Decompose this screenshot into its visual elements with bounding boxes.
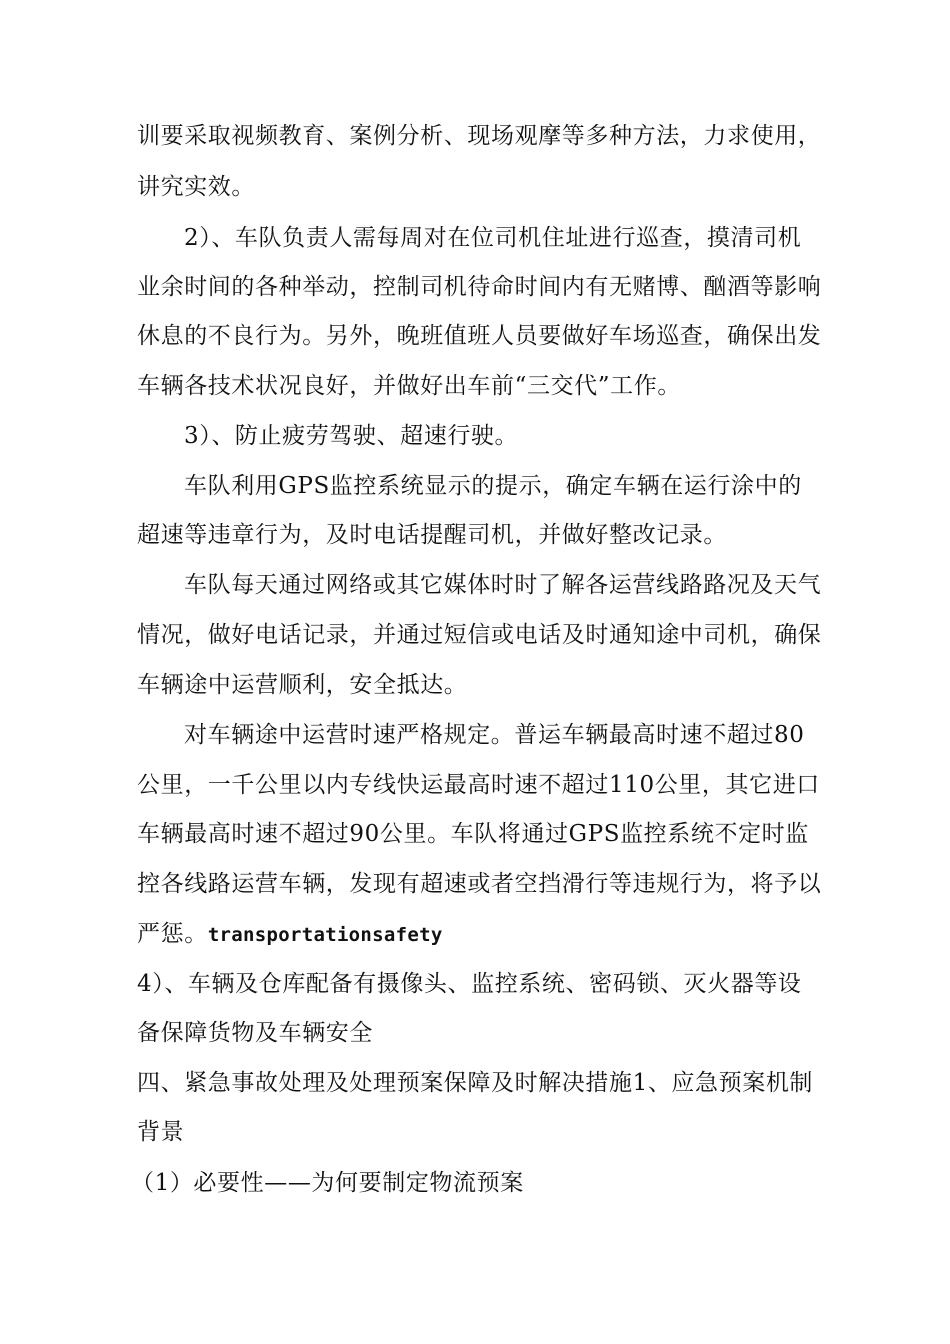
text-line: 车辆最高时速不超过90公里。车队将通过GPS监控系统不定时监 (137, 821, 809, 847)
subsection-heading: （1）必要性——为何要制定物流预案 (131, 1170, 524, 1196)
text-line: 背景 (137, 1119, 185, 1145)
text-line: 情况，做好电话记录，并通过短信或电话及时通知途中司机，确保 (137, 622, 822, 648)
text-line: 控各线路运营车辆，发现有超速或者空挡滑行等违规行为，将予以 (137, 871, 822, 897)
text-line: 休息的不良行为。另外，晚班值班人员要做好车场巡查，确保出发 (137, 323, 822, 349)
text-line-latin: transportationsafety (207, 924, 443, 946)
text-line: 业余时间的各种举动，控制司机待命时间内有无赌博、酗酒等影响 (137, 274, 822, 300)
text-line: 2）、车队负责人需每周对在位司机住址进行巡查，摸清司机 (184, 225, 802, 251)
text-line: 对车辆途中运营时速严格规定。普运车辆最高时速不超过80 (184, 722, 805, 748)
text-line: 车队每天通过网络或其它媒体时时了解各运营线路路况及天气 (184, 572, 822, 598)
text-line: 训要采取视频教育、案例分析、现场观摩等多种方法，力求使用， (137, 123, 822, 149)
text-line: 公里，一千公里以内专线快运最高时速不超过110公里，其它进口 (137, 772, 820, 798)
text-line: 讲究实效。 (137, 174, 255, 200)
text-line: 车队利用GPS监控系统显示的提示，确定车辆在运行涂中的 (184, 473, 802, 499)
text-line: 3）、防止疲劳驾驶、超速行驶。 (184, 423, 519, 449)
text-line: 超速等违章行为，及时电话提醒司机，并做好整改记录。 (137, 522, 727, 548)
text-line: 备保障货物及车辆安全 (137, 1020, 373, 1046)
text-line: 车辆各技术状况良好，并做好出车前“三交代”工作。 (137, 373, 681, 399)
text-line: 车辆途中运营顺利，安全抵达。 (137, 672, 468, 698)
text-line-cn: 严惩。 (137, 921, 208, 947)
text-line: 4）、车辆及仓库配备有摄像头、监控系统、密码锁、灭火器等设 (137, 971, 802, 997)
text-line (137, 919, 443, 950)
section-heading: 四、紧急事故处理及处理预案保障及时解决措施1、应急预案机制 (137, 1070, 814, 1096)
